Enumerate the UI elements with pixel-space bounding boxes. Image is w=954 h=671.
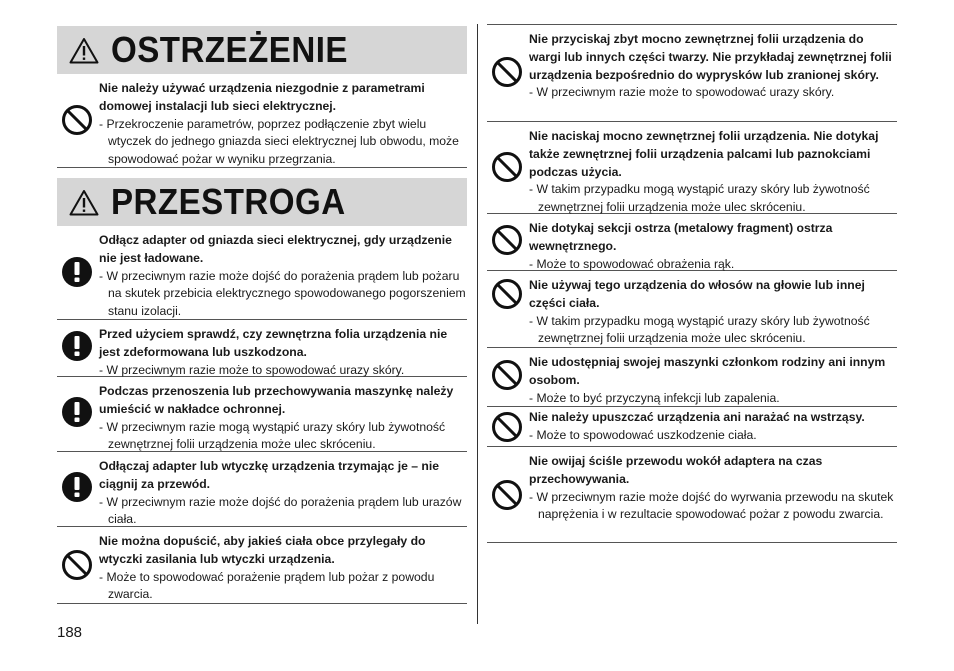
caution-item-title: Nie należy upuszczać urządzenia ani narażać na wstrząsy. — [529, 410, 865, 424]
caution-item — [487, 122, 897, 214]
caution-item-detail: - W przeciwnym razie może to spowodować urazy skóry. — [99, 362, 405, 377]
prohibition-icon — [491, 224, 523, 256]
caution-item-detail: - Może to być przyczyną infekcji lub zapalenia. — [529, 390, 780, 405]
caution-item — [487, 348, 897, 407]
caution-item — [487, 447, 897, 543]
caution-item — [57, 377, 467, 452]
caution-item-title: Odłączaj adapter lub wtyczkę urządzenia trzymając je – nie ciągnij za przewód. — [99, 459, 440, 491]
caution-item-detail: - W przeciwnym razie może dojść do porażenia prądem lub pożaru na skutek przebicia elektrycznego spowodowanego pogorszeniem stanu izolacji. — [99, 268, 466, 319]
prohibition-icon — [61, 104, 93, 136]
caution-item-title: Nie używaj tego urządzenia do włosów na głowie lub innej części ciała. — [529, 278, 865, 310]
page-number: 188 — [57, 624, 83, 641]
caution-item — [57, 320, 467, 377]
prohibition-icon — [491, 359, 523, 391]
column-divider — [477, 24, 478, 624]
caution-item — [57, 452, 467, 527]
caution-item-detail: - W takim przypadku mogą wystąpić urazy skóry lub żywotność zewnętrznej folii urządzenia może ulec skróceniu. — [529, 313, 870, 346]
mandatory-icon — [61, 471, 93, 503]
warning-triangle-icon — [69, 37, 99, 64]
caution-item-detail: - W takim przypadku mogą wystąpić urazy skóry lub żywotność zewnętrznej folii urządzenia może ulec skróceniu. — [529, 182, 870, 215]
mandatory-icon — [61, 256, 93, 288]
caution-banner — [57, 178, 467, 226]
caution-item-title: Nie przyciskaj zbyt mocno zewnętrznej folii urządzenia do wargi lub innych części twarzy. Nie przykładaj zewnętrznej folii urządzenia bezpośrednio do wyprysków lub zranionej skóry. — [529, 32, 892, 82]
warning-heading: OSTRZEŻENIE — [111, 29, 348, 70]
caution-item-title: Nie naciskaj mocno zewnętrznej folii urządzenia. Nie dotykaj także zewnętrznej folii urządzenia palcami lub paznokciami podczas użycia. — [529, 129, 879, 179]
prohibition-icon — [491, 56, 523, 88]
caution-heading: PRZESTROGA — [111, 181, 346, 222]
prohibition-icon — [61, 549, 93, 581]
caution-item — [487, 24, 897, 122]
caution-item-title: Nie można dopuścić, aby jakieś ciała obce przylegały do wtyczki zasilania lub wtyczki urządzenia. — [99, 534, 426, 566]
warning-item-title: Nie należy używać urządzenia niezgodnie z parametrami domowej instalacji lub sieci elektrycznej. — [99, 81, 425, 113]
caution-item-detail: - W przeciwnym razie mogą wystąpić urazy skóry lub żywotność zewnętrznej folii urządzenia może ulec skróceniu. — [99, 419, 446, 452]
warning-item — [57, 74, 467, 168]
caution-item-detail: - W przeciwnym razie może dojść do wyrwania przewodu na skutek naprężenia i w rezultacie spowodować pożar z powodu zwarcia. — [529, 489, 894, 522]
caution-item — [487, 271, 897, 348]
caution-item-detail: - Może to spowodować porażenie prądem lub pożar z powodu zwarcia. — [99, 569, 435, 602]
caution-item — [57, 226, 467, 320]
mandatory-icon — [61, 330, 93, 362]
prohibition-icon — [491, 278, 523, 310]
prohibition-icon — [491, 411, 523, 443]
caution-item-title: Nie owijaj ściśle przewodu wokół adaptera na czas przechowywania. — [529, 454, 823, 486]
prohibition-icon — [491, 151, 523, 183]
caution-item-title: Nie udostępniaj swojej maszynki członkom rodziny ani innym osobom. — [529, 355, 886, 387]
warning-item-detail: - Przekroczenie parametrów, poprzez podłączenie zbyt wielu wtyczek do jednego gniazda sieci elektrycznej lub obwodu, może spowodować pożar w wyniku przegrzania. — [99, 116, 459, 167]
caution-item-detail: - W przeciwnym razie może to spowodować urazy skóry. — [529, 85, 835, 100]
caution-item-detail: - W przeciwnym razie może dojść do porażenia prądem lub urazów ciała. — [99, 494, 462, 527]
caution-item-title: Nie dotykaj sekcji ostrza (metalowy fragment) ostrza wewnętrznego. — [529, 221, 833, 253]
prohibition-icon — [491, 479, 523, 511]
caution-item — [57, 527, 467, 604]
caution-item — [487, 214, 897, 271]
caution-item — [487, 407, 897, 447]
warning-banner — [57, 26, 467, 74]
caution-item-detail: - Może to spowodować obrażenia rąk. — [529, 256, 735, 271]
caution-item-title: Przed użyciem sprawdź, czy zewnętrzna folia urządzenia nie jest zdeformowana lub uszkodzona. — [99, 327, 448, 359]
caution-item-title: Podczas przenoszenia lub przechowywania maszynkę należy umieścić w nakładce ochronnej. — [99, 384, 454, 416]
caution-item-detail: - Może to spowodować uszkodzenie ciała. — [529, 427, 757, 442]
caution-item-title: Odłącz adapter od gniazda sieci elektrycznej, gdy urządzenie nie jest ładowane. — [99, 233, 452, 265]
warning-triangle-icon — [69, 189, 99, 216]
mandatory-icon — [61, 396, 93, 428]
